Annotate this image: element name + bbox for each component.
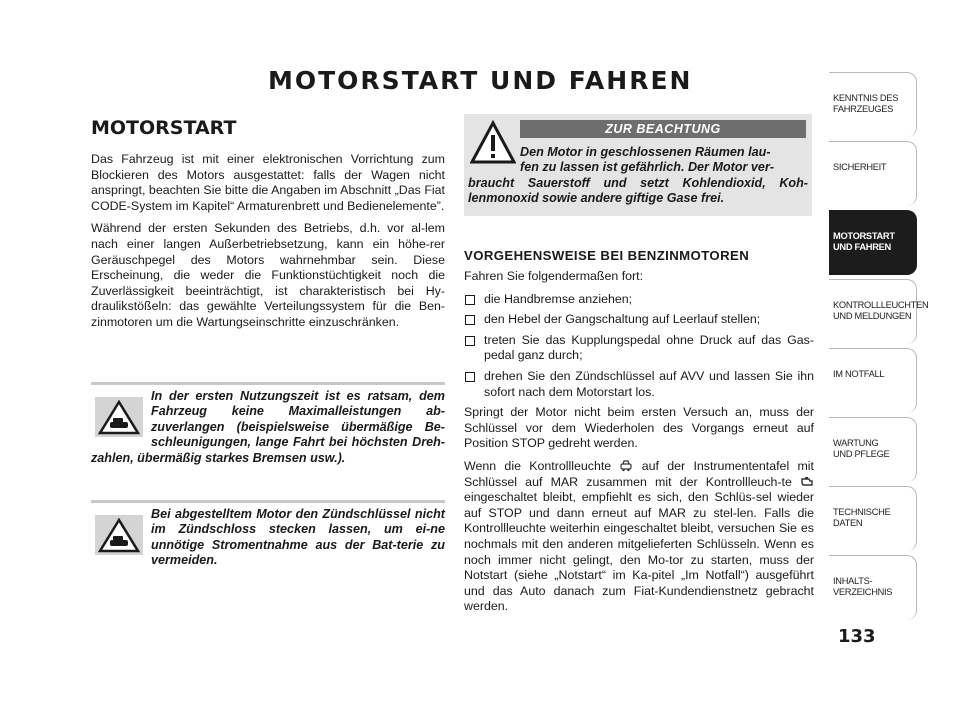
noise-paragraph: Während der ersten Sekunden des Betriebs, d.h. vor al-lem nach einer langen Außerbetriebsetzung, kann ein höhe-rer Geräuschpegel des Motors wahrnehmbar sein. Diese Erscheinung, die weder die Funktionstüchtigkeit noch die Zuverlässigkeit beeinträchtigt, ist charakteristisch bei Hy-draulikstößeln: das gewählte Verteilungssystem für die Ben-zinmotoren um die Wartungseinschritte einzuschränken. [91, 221, 445, 329]
retry-paragraph: Springt der Motor nicht beim ersten Versuch an, muss der Schlüssel vor dem Wiederholen des Vorgangs erneut auf Position STOP gedreht werden. [464, 405, 814, 451]
page-number: 133 [838, 626, 876, 647]
engine-failure-icon [800, 475, 814, 488]
list-item [464, 292, 814, 308]
checkbox-bullet-icon [465, 315, 475, 325]
tab-label: FAHRZEUGES [833, 104, 894, 114]
intro-paragraph: Das Fahrzeug ist mit einer elektronischen Vorrichtung zum Blockieren des Motors ausgestattet: falls der Wagen nicht anspringt, beachten Sie bitte die Angaben im Abschnitt „Das Fiat CODE-System im Kapitel“ Armaturenbrett und Bedienelemente”. [91, 152, 445, 213]
note-running-in-text: In der ersten Nutzungszeit ist es ratsam, dem Fahrzeug keine Maximalleistungen ab-zuverlangen (beispielsweise übermäßige Be-schleunigungen, lange Fahrt bei höchsten Dreh-zahlen, übermäßig starkes Bremsen usw.). [91, 389, 445, 465]
tab-sicherheit[interactable] [829, 141, 917, 206]
immobilizer-car-key-icon [619, 459, 633, 472]
list-item [464, 369, 814, 400]
note-divider [91, 382, 445, 385]
tab-label: KENNTNIS DES [833, 93, 899, 103]
step-text: treten Sie das Kupplungspedal ohne Druck auf das Gas-pedal ganz durch; [484, 332, 814, 363]
page-title: MOTORSTART UND FAHREN [268, 66, 693, 95]
warning-text [468, 145, 808, 207]
checkbox-bullet-icon [465, 295, 475, 305]
tab-label: MOTORSTART [833, 231, 895, 241]
tab-label: KONTROLLLEUCHTEN [833, 300, 929, 310]
tab-label: UND MELDUNGEN [833, 311, 912, 321]
tab-kontrollleuchten[interactable] [829, 279, 929, 344]
tab-label: IM NOTFALL [833, 369, 885, 379]
tab-inhaltsverzeichnis[interactable] [829, 555, 917, 620]
step-text: die Handbremse anziehen; [484, 291, 633, 306]
note-box-running-in [91, 382, 445, 466]
note-divider [91, 500, 445, 503]
tab-motorstart[interactable] [829, 210, 917, 275]
procedure-intro: Fahren Sie folgendermaßen fort: [464, 269, 644, 283]
tab-label: UND PFLEGE [833, 449, 890, 459]
note-box-ignition [91, 500, 445, 569]
checkbox-bullet-icon [465, 372, 475, 382]
lamp-paragraph [464, 459, 814, 615]
tab-wartung[interactable] [829, 417, 917, 482]
car-triangle-icon [95, 515, 143, 555]
tab-label: VERZEICHNIS [833, 587, 893, 597]
lamp-text-a: Wenn die Kontrollleuchte [464, 458, 612, 473]
note-ignition-text: Bei abgestelltem Motor den Zündschlüssel nicht im Zündschloss stecken lassen, um ei-ne unnötige Stromentnahme aus der Bat-terie zu vermeiden. [151, 507, 445, 568]
list-item [464, 312, 814, 328]
tab-label: INHALTS- [833, 576, 873, 586]
tab-technische-daten[interactable] [829, 486, 917, 551]
procedure-heading: VORGEHENSWEISE BEI BENZINMOTOREN [464, 248, 750, 263]
lamp-text-b: auf der Instrumententafel mit Schlüssel auf MAR zusammen mit der Kontrollleuch-te [464, 458, 814, 489]
step-text: drehen Sie den Zündschlüssel auf AVV und lassen Sie ihn sofort nach dem Motorstart los. [484, 368, 814, 399]
lamp-text-c: eingeschaltet bleibt, empfiehlt es sich, den Schlüs-sel wieder auf STOP und dann erneut auf MAR zu stel-len. Falls die Kontrollleuchte weiterhin eingeschaltet bleibt, versuchen Sie es nochmals mit den anderen mitgelieferten Schlüsseln. Wenn es noch immer nicht gelingt, den Mo-tor zu starten, muss der Notstart (siehe „Notstart“ im Ka-pitel „Im Notfall“) ausgeführt und das Auto danach zum Fiat-Kundendienstnetz gebracht werden. [464, 490, 814, 614]
step-text: den Hebel der Gangschaltung auf Leerlauf stellen; [484, 312, 761, 327]
list-item [464, 333, 814, 364]
warning-line-2: fen zu lassen ist gefährlich. Der Motor ver- [520, 160, 775, 175]
tab-label: WARTUNG [833, 438, 879, 448]
warning-line-1: Den Motor in geschlossenen Räumen lau- [520, 145, 771, 159]
section-heading: MOTORSTART [91, 117, 237, 139]
car-triangle-icon [95, 397, 143, 437]
warning-header: ZUR BEACHTUNG [520, 120, 806, 138]
left-column [91, 152, 445, 338]
right-column [464, 248, 814, 622]
tab-label: TECHNISCHE DATEN [833, 507, 891, 528]
checkbox-bullet-icon [465, 336, 475, 346]
tab-kenntnis[interactable] [829, 72, 917, 137]
tab-label: UND FAHREN [833, 242, 891, 252]
chapter-tabs [829, 72, 929, 624]
warning-rest: braucht Sauerstoff und setzt Kohlendioxid, Koh-lenmonoxid sowie andere giftige Gase frei. [468, 175, 808, 206]
tab-label: SICHERHEIT [833, 162, 887, 172]
tab-notfall[interactable] [829, 348, 917, 413]
warning-box [464, 114, 812, 216]
